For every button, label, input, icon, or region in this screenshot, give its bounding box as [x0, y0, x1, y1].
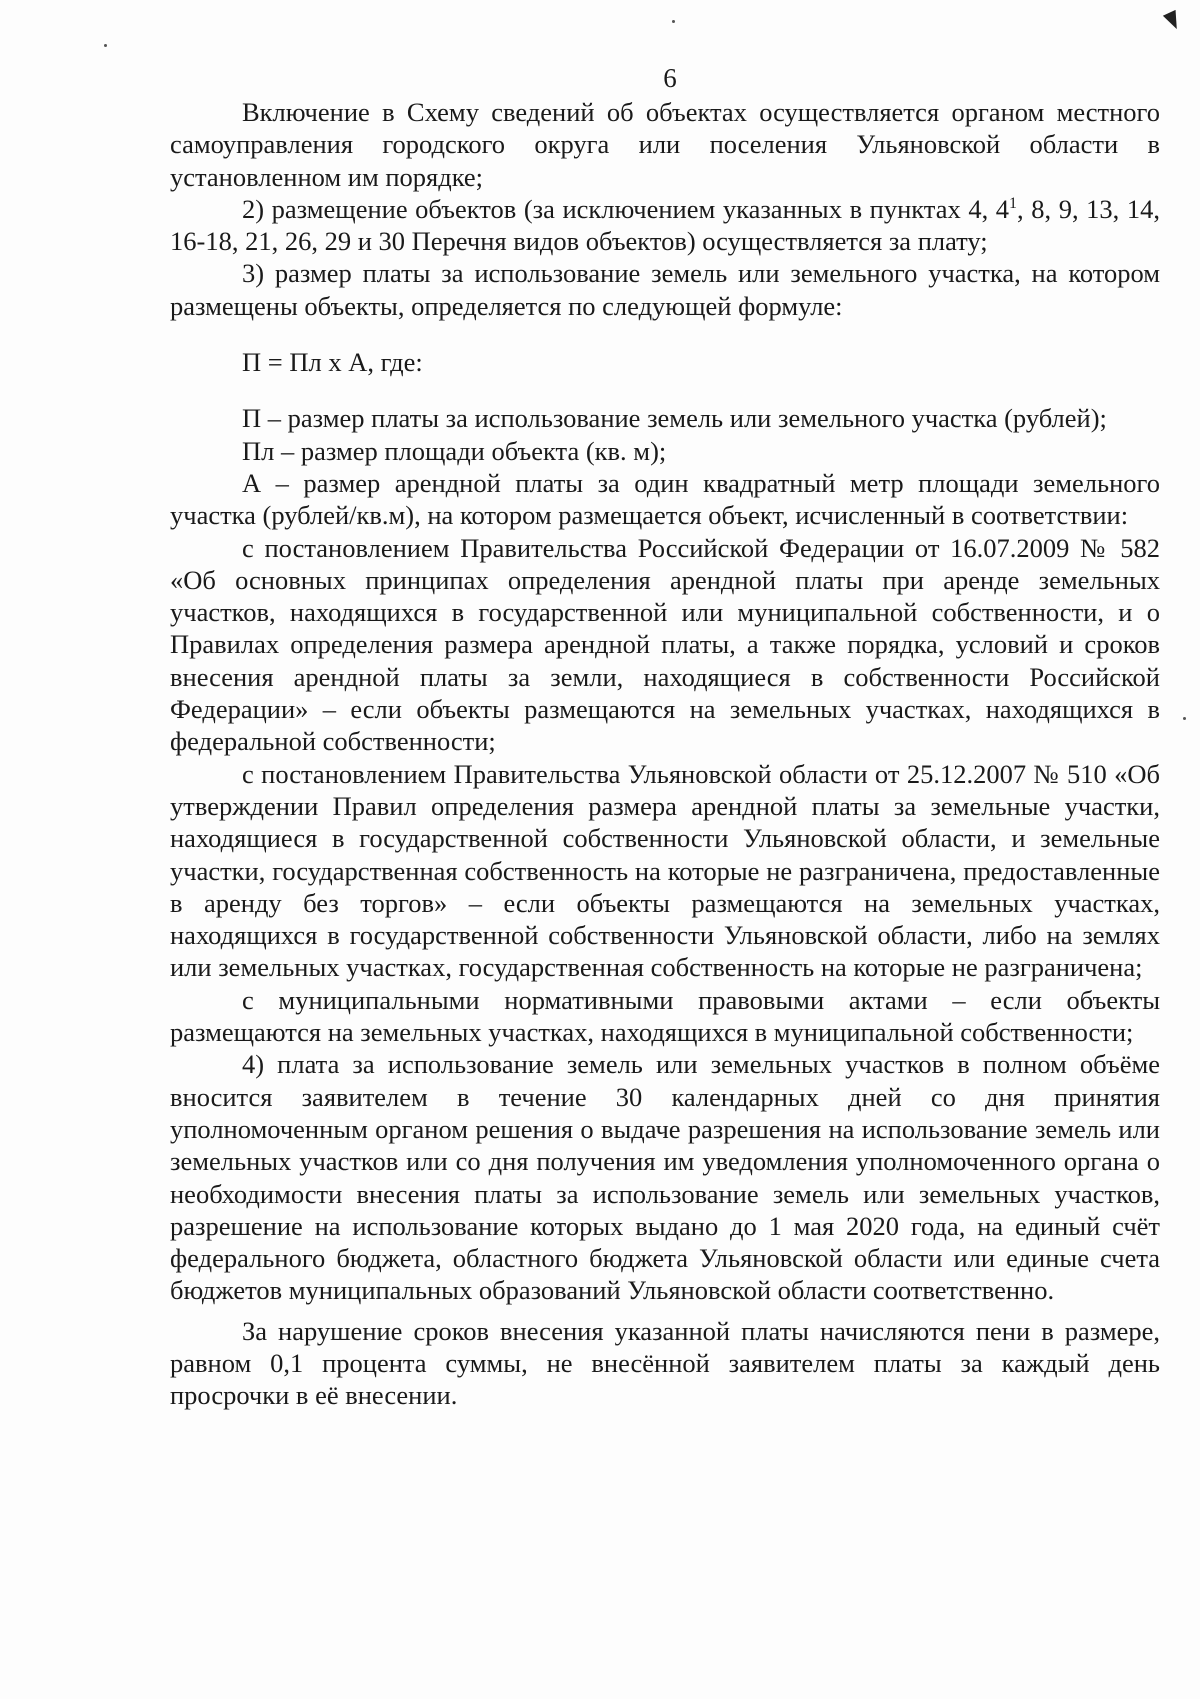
formula: П = Пл х А, где: [242, 347, 423, 378]
paragraph-item-2 [170, 193, 1160, 258]
definition-p: П – размер платы за использование земель или земельного участка (рублей); [242, 403, 1107, 434]
scan-speck [104, 44, 107, 47]
scan-speck [672, 20, 675, 23]
paragraph-penalty: За нарушение сроков внесения указанной платы начисляются пени в размере, равном 0,1 процента суммы, не внесённой заявителем платы за каждый день просрочки в её внесении. [170, 1315, 1160, 1411]
document-body [170, 96, 1160, 1412]
paragraph-regional-resolution: с постановлением Правительства Ульяновской области от 25.12.2007 № 510 «Об утверждении Правил определения размера арендной платы за земельные участки, находящиеся в государственной собственности Ульяновской области, и земельные участки, государственная собственность на которые не разграничена, предоставленные в аренду без торгов» – если объекты размещаются на земельных участках, находящихся в государственной собственности Ульяновской области, либо на землях или земельных участках, государственная собственность на которые не разграничена; [170, 758, 1160, 983]
definition-pl: Пл – размер площади объекта (кв. м); [242, 435, 667, 466]
item-2-superscript: 1 [1009, 195, 1018, 213]
item-2-part-1: 2) размещение объектов (за исключением указанных в пунктах 4, 4 [242, 193, 1010, 224]
paragraph-item-4: 4) плата за использование земель или земельных участков в полном объёме вносится заявителем в течение 30 календарных дней со дня принятия уполномоченным органом решения о выдаче разрешения на использование земель или земельных участков или со дня получения им уведомления уполномоченного органа о необходимости внесения платы за использование земель или земельных участков, разрешение на использование которых выдано до 1 мая 2020 года, на единый счёт федерального бюджета, областного бюджета Ульяновской области или единые счета бюджетов муниципальных образований Ульяновской области соответственно. [170, 1049, 1160, 1306]
paragraph-schema-inclusion: Включение в Схему сведений об объектах осуществляется органом местного самоуправления городского округа или поселения Ульяновской области в установленном им порядке; [170, 97, 1160, 192]
item-2-part-2: , 8, 9, 13, 14, 16-18, 21, 26, 29 и 30 Перечня видов объектов) осуществляется за плату; [170, 193, 1160, 257]
corner-mark-icon [1163, 10, 1183, 32]
definition-a: А – размер арендной платы за один квадратный метр площади земельного участка (рублей/кв.м), на котором размещается объект, исчисленный в соответствии: [170, 467, 1160, 531]
scan-speck [1183, 717, 1186, 720]
page-number: 6 [663, 63, 677, 93]
paragraph-item-3: 3) размер платы за использование земель или земельного участка, на котором размещены объекты, определяется по следующей формуле: [170, 258, 1160, 321]
paragraph-federal-resolution: с постановлением Правительства Российской Федерации от 16.07.2009 № 582 «Об основных принципах определения арендной платы при аренде земельных участков, находящихся в государственной или муниципальной собственности, и о Правилах определения размера арендной платы, а также порядка, условий и сроков внесения арендной платы за земли, находящиеся в собственности Российской Федерации» – если объекты размещаются на земельных участках, находящихся в федеральной собственности; [170, 532, 1160, 757]
paragraph-municipal-acts: с муниципальными нормативными правовыми актами – если объекты размещаются на земельных участках, находящихся в муниципальной собственности; [170, 984, 1160, 1048]
